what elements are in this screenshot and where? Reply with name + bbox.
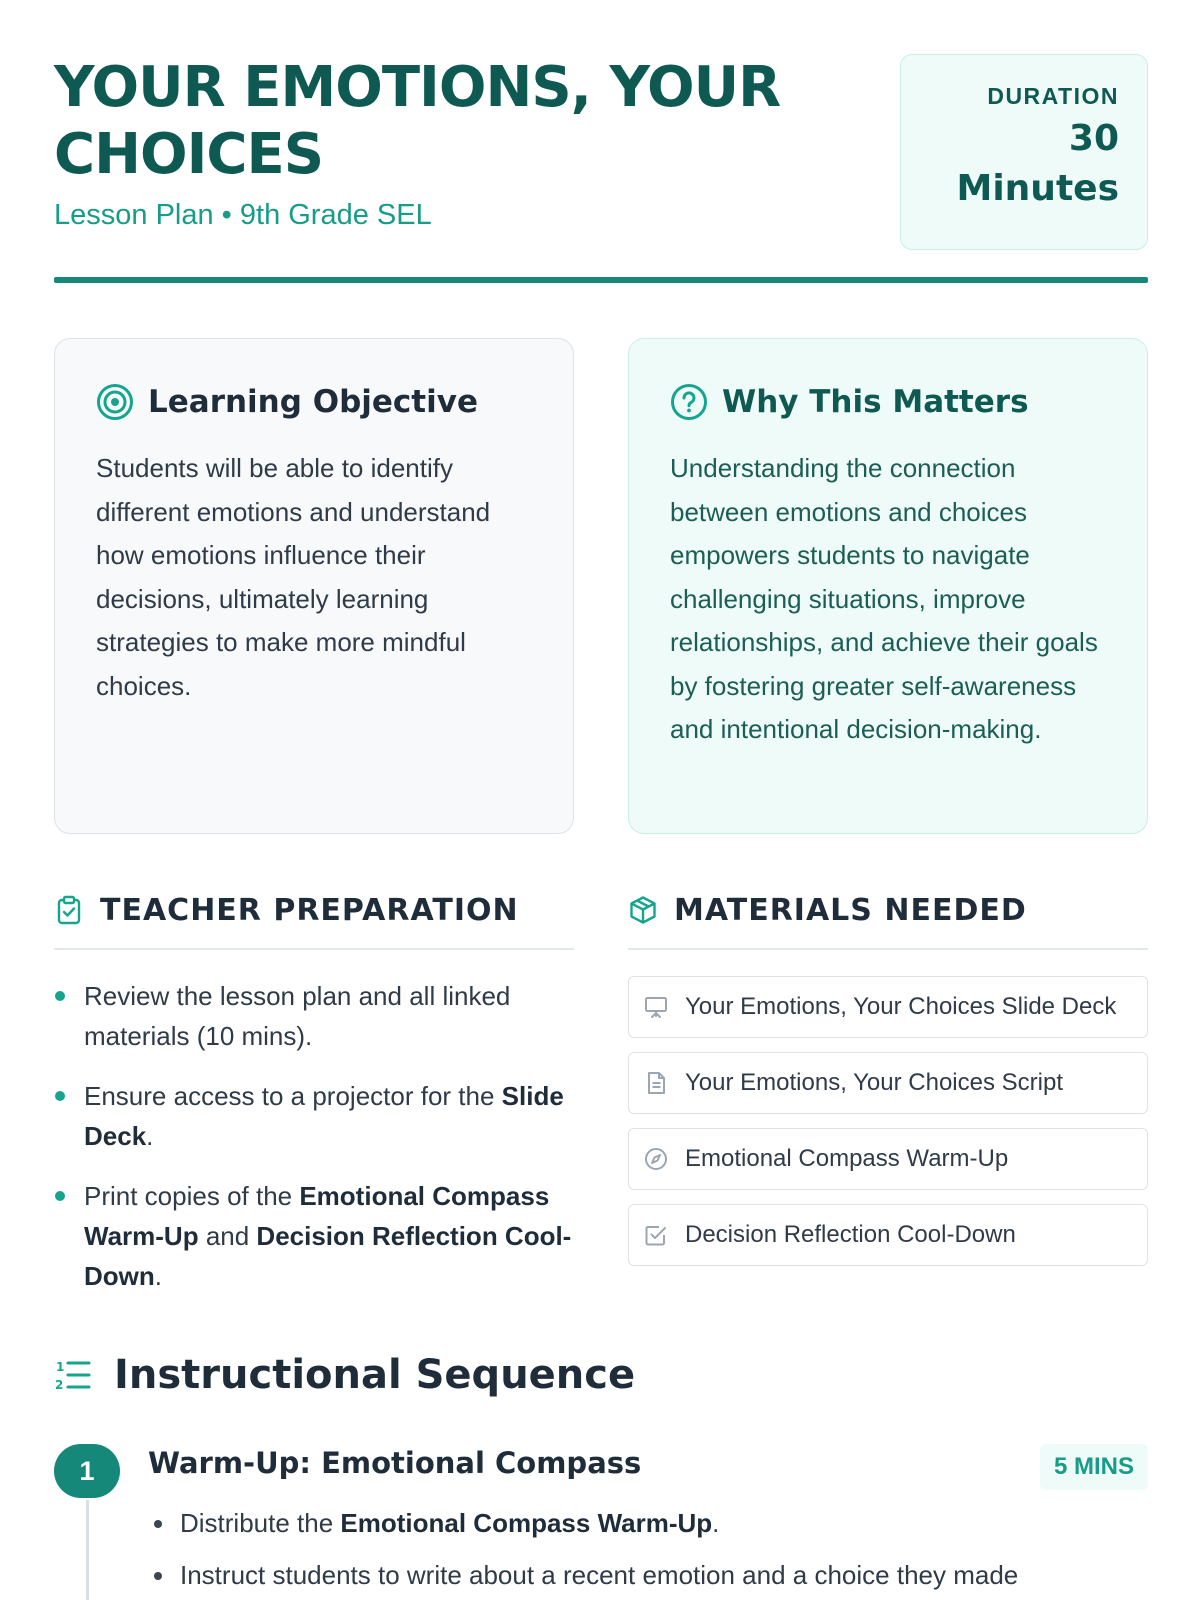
learning-objective-card xyxy=(54,338,574,834)
material-label: Emotional Compass Warm-Up xyxy=(685,1145,1009,1172)
checkbox-icon xyxy=(643,1222,669,1248)
list-item: Distribute the Emotional Compass Warm-Up. xyxy=(154,1506,1148,1540)
target-icon xyxy=(96,383,134,421)
box-icon xyxy=(628,895,658,925)
step-title: Warm-Up: Emotional Compass xyxy=(148,1446,642,1480)
material-label: Your Emotions, Your Choices Script xyxy=(685,1069,1063,1096)
numbered-list-icon xyxy=(54,1356,92,1394)
teacher-preparation-section xyxy=(54,888,574,1316)
material-cool-down-link[interactable] xyxy=(628,1204,1148,1266)
learning-objective-title: Learning Objective xyxy=(148,384,478,420)
step-bullet-list xyxy=(154,1506,1148,1600)
presentation-icon xyxy=(643,994,669,1020)
page-title: YOUR EMOTIONS, YOUR CHOICES xyxy=(54,55,781,187)
timeline-line xyxy=(86,1500,89,1600)
step-duration-badge: 5 MINS xyxy=(1040,1444,1148,1490)
question-circle-icon xyxy=(670,383,708,421)
why-this-matters-card xyxy=(628,338,1148,834)
list-item: Print copies of the Emotional Compass Warm-Up and Decision Reflection Cool-Down. xyxy=(54,1176,574,1296)
lesson-plan-page xyxy=(54,0,1148,1590)
teacher-preparation-list xyxy=(54,976,574,1296)
compass-icon xyxy=(643,1146,669,1172)
why-this-matters-header xyxy=(670,379,1107,425)
duration-label: DURATION xyxy=(987,83,1119,109)
header-divider xyxy=(54,277,1148,283)
material-label: Your Emotions, Your Choices Slide Deck xyxy=(685,993,1117,1020)
learning-objective-text: Students will be able to identify different emotions and understand how emotions influence their decisions, ultimately learning strategies to make more mindful choices. xyxy=(96,453,491,701)
material-slide-deck-link[interactable] xyxy=(628,976,1148,1038)
teacher-preparation-title: TEACHER PREPARATION xyxy=(100,892,519,928)
document-icon xyxy=(643,1070,669,1096)
materials-list xyxy=(628,976,1148,1266)
list-item: Instruct students to write about a recent emotion and a choice they made xyxy=(154,1558,1148,1592)
learning-objective-header xyxy=(96,379,533,425)
list-item: Ensure access to a projector for the Slide Deck. xyxy=(54,1076,574,1156)
material-warm-up-link[interactable] xyxy=(628,1128,1148,1190)
step-number-badge: 1 xyxy=(54,1444,120,1498)
instructional-sequence-title: Instructional Sequence xyxy=(114,1352,636,1398)
header xyxy=(54,0,1148,284)
svg-text:1: 1 xyxy=(56,1360,65,1374)
material-script-link[interactable] xyxy=(628,1052,1148,1114)
materials-needed-section xyxy=(628,888,1148,1280)
why-this-matters-title: Why This Matters xyxy=(722,384,1029,420)
teacher-preparation-header xyxy=(54,888,574,950)
clipboard-check-icon xyxy=(54,895,84,925)
svg-text:2: 2 xyxy=(55,1378,64,1392)
why-this-matters-text: Understanding the connection between emotions and choices empowers students to navigate challenging situations, improve relationships, and achieve their goals by fostering greater self-awareness and intentional decision-making. xyxy=(670,453,1098,744)
materials-needed-header xyxy=(628,888,1148,950)
material-label: Decision Reflection Cool-Down xyxy=(685,1221,1016,1248)
materials-needed-title: MATERIALS NEEDED xyxy=(674,892,1027,928)
list-item: Review the lesson plan and all linked materials (10 mins). xyxy=(54,976,574,1056)
duration-card xyxy=(900,54,1148,250)
page-subtitle: Lesson Plan • 9th Grade SEL xyxy=(54,199,432,231)
instructional-sequence-header xyxy=(54,1348,635,1402)
duration-value: 30 Minutes xyxy=(956,118,1119,209)
